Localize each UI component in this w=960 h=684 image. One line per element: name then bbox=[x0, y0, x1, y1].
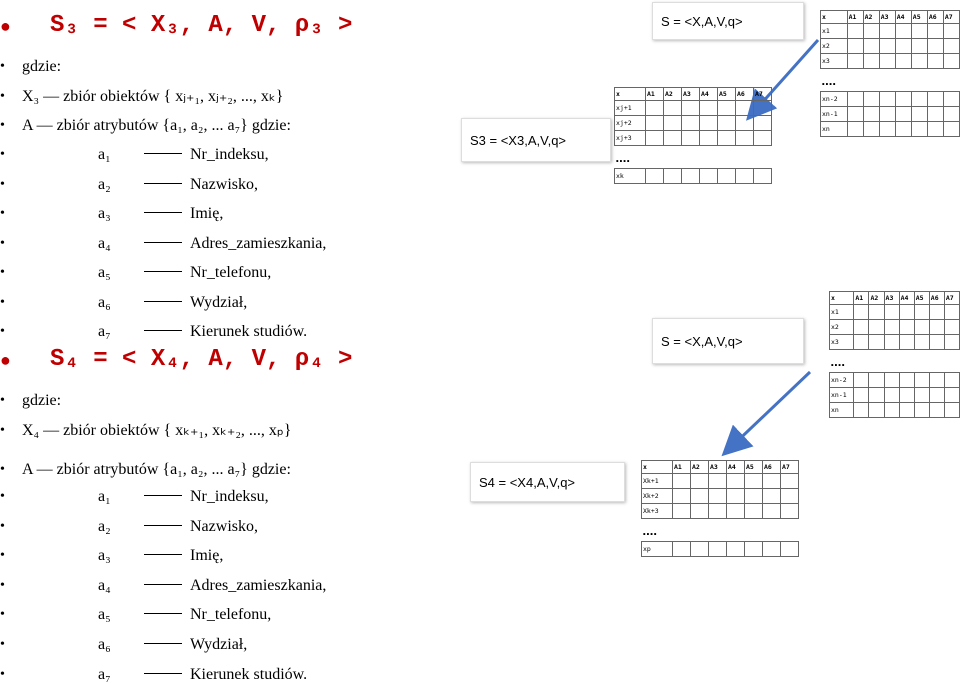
row-label-cell: x1 bbox=[830, 305, 854, 320]
attribute-name: Nazwisko, bbox=[190, 517, 258, 535]
table-row bbox=[830, 403, 960, 418]
bullet-icon: • bbox=[0, 489, 5, 504]
table-cell bbox=[944, 403, 959, 418]
s-mid-box: S = <X,A,V,q> bbox=[652, 318, 804, 364]
table-row bbox=[642, 474, 799, 489]
header-cell: A4 bbox=[727, 461, 745, 474]
bullet-icon: • bbox=[0, 462, 5, 477]
table-cell bbox=[869, 320, 884, 335]
ellipsis-text: .... bbox=[821, 72, 836, 88]
table-cell bbox=[664, 131, 682, 146]
table-cell bbox=[914, 373, 929, 388]
table-cell bbox=[745, 504, 763, 519]
header-cell: A1 bbox=[646, 88, 664, 101]
attribute-name: Kierunek studiów. bbox=[190, 323, 308, 340]
attribute-symbol: a₄ bbox=[98, 576, 111, 594]
table-cell bbox=[700, 169, 718, 184]
table-cell bbox=[927, 107, 943, 122]
table-cell bbox=[899, 320, 914, 335]
attribute-symbol: a₂ bbox=[98, 175, 111, 193]
row-label-cell: xj+1 bbox=[615, 101, 646, 116]
table-cell bbox=[869, 373, 884, 388]
table-cell bbox=[854, 335, 869, 350]
table-cell bbox=[718, 116, 736, 131]
attribute-name: Kierunek studiów. bbox=[190, 665, 308, 683]
row-label-cell: xn bbox=[830, 403, 854, 418]
header-cell: A6 bbox=[927, 11, 943, 24]
table-cell bbox=[727, 504, 745, 519]
table-cell bbox=[944, 388, 959, 403]
attribute-symbol: a₂ bbox=[98, 517, 111, 535]
table-cell bbox=[781, 474, 799, 489]
table-cell bbox=[691, 504, 709, 519]
table-cell bbox=[709, 542, 727, 557]
table-cell bbox=[754, 116, 772, 131]
attribute-name: Adres_zamieszkania, bbox=[190, 234, 327, 252]
table-cell bbox=[847, 122, 863, 137]
attribute-name: Adres_zamieszkania, bbox=[190, 576, 327, 594]
attribute-symbol: a₇ bbox=[98, 665, 111, 683]
table-cell bbox=[863, 24, 879, 39]
table-cell bbox=[682, 116, 700, 131]
table-cell bbox=[673, 489, 691, 504]
attribute-symbol: a₁ bbox=[98, 488, 111, 505]
table-cell bbox=[943, 24, 959, 39]
row-label-cell: xj+2 bbox=[615, 116, 646, 131]
bullet-icon: • bbox=[0, 265, 5, 280]
table-row bbox=[830, 335, 960, 350]
table-cell bbox=[854, 305, 869, 320]
table-cell bbox=[884, 335, 899, 350]
row-label-cell: xn-1 bbox=[821, 107, 848, 122]
s4-table bbox=[641, 460, 799, 557]
table-cell bbox=[879, 107, 895, 122]
table-cell bbox=[682, 169, 700, 184]
table-row bbox=[821, 24, 960, 39]
table-cell bbox=[847, 92, 863, 107]
table-cell bbox=[664, 101, 682, 116]
table-cell bbox=[884, 320, 899, 335]
table-cell bbox=[854, 403, 869, 418]
attribute-name: Imię, bbox=[190, 547, 224, 565]
table-cell bbox=[929, 403, 944, 418]
row-label-cell: xj+3 bbox=[615, 131, 646, 146]
header-cell: A5 bbox=[911, 11, 927, 24]
row-label-cell: x2 bbox=[830, 320, 854, 335]
header-cell: A1 bbox=[673, 461, 691, 474]
table-cell bbox=[879, 122, 895, 137]
header-cell: A6 bbox=[736, 88, 754, 101]
table-cell bbox=[673, 474, 691, 489]
table-cell bbox=[847, 24, 863, 39]
table-cell bbox=[763, 504, 781, 519]
bullet-icon: • bbox=[0, 235, 5, 251]
table-cell bbox=[899, 403, 914, 418]
header-cell: A7 bbox=[781, 461, 799, 474]
s3-title: S₃ = < X₃, A, V, ρ₃ > bbox=[50, 12, 353, 39]
header-cell: A2 bbox=[869, 292, 884, 305]
s3-x-text: X₃ — zbiór obiektów { xⱼ₊₁, xⱼ₊₂, ..., xₖ} bbox=[22, 88, 284, 105]
table-cell bbox=[884, 305, 899, 320]
ellipsis-text: .... bbox=[830, 353, 845, 369]
row-label-cell: Xk+2 bbox=[642, 489, 673, 504]
table-cell bbox=[929, 373, 944, 388]
table-cell bbox=[664, 116, 682, 131]
table-cell bbox=[899, 335, 914, 350]
table-cell bbox=[727, 489, 745, 504]
table-cell bbox=[911, 24, 927, 39]
table-cell bbox=[895, 107, 911, 122]
bullet-icon: • bbox=[0, 577, 5, 593]
arrow-bottom bbox=[728, 372, 810, 450]
table-cell bbox=[847, 54, 863, 69]
table-cell bbox=[664, 169, 682, 184]
table-cell bbox=[854, 373, 869, 388]
attribute-symbol: a₅ bbox=[98, 606, 111, 624]
table-cell bbox=[899, 373, 914, 388]
table-cell bbox=[895, 54, 911, 69]
table-row bbox=[830, 305, 960, 320]
attribute-symbol: a₁ bbox=[98, 146, 111, 163]
table-row bbox=[830, 388, 960, 403]
table-cell bbox=[863, 54, 879, 69]
table-cell bbox=[781, 504, 799, 519]
table-cell bbox=[929, 388, 944, 403]
table-cell bbox=[745, 542, 763, 557]
table-cell bbox=[691, 474, 709, 489]
table-cell bbox=[736, 116, 754, 131]
row-label-cell: Xk+1 bbox=[642, 474, 673, 489]
table-row bbox=[821, 122, 960, 137]
table-cell bbox=[854, 320, 869, 335]
table-cell bbox=[929, 335, 944, 350]
header-cell: A3 bbox=[709, 461, 727, 474]
table-cell bbox=[709, 489, 727, 504]
ellipsis-text: .... bbox=[615, 149, 630, 165]
s4-x-text: X₄ — zbiór obiektów { xₖ₊₁, xₖ₊₂, ..., xₚ} bbox=[22, 422, 292, 439]
table-cell bbox=[895, 24, 911, 39]
table-cell bbox=[736, 169, 754, 184]
table-cell bbox=[884, 373, 899, 388]
table-cell bbox=[879, 54, 895, 69]
table-row bbox=[642, 542, 799, 557]
table-row bbox=[615, 101, 772, 116]
bullet-icon: • bbox=[0, 607, 5, 623]
table-cell bbox=[709, 504, 727, 519]
table-cell bbox=[673, 504, 691, 519]
s4-title: S₄ = < X₄, A, V, ρ₄ > bbox=[50, 346, 353, 373]
table-cell bbox=[700, 101, 718, 116]
header-cell: A4 bbox=[899, 292, 914, 305]
bullet-icon: • bbox=[0, 548, 5, 564]
table-cell bbox=[914, 403, 929, 418]
table-cell bbox=[682, 101, 700, 116]
s4-gdzie-text: gdzie: bbox=[22, 392, 62, 409]
table-cell bbox=[943, 107, 959, 122]
header-cell: x bbox=[642, 461, 673, 474]
header-cell: A1 bbox=[854, 292, 869, 305]
table-row bbox=[615, 169, 772, 184]
table-cell bbox=[847, 39, 863, 54]
attribute-name: Wydział, bbox=[190, 293, 248, 311]
table-cell bbox=[863, 39, 879, 54]
header-cell: A4 bbox=[895, 11, 911, 24]
table-row bbox=[821, 107, 960, 122]
header-cell: A1 bbox=[847, 11, 863, 24]
table-cell bbox=[879, 24, 895, 39]
attribute-symbol: a₆ bbox=[98, 293, 111, 311]
attribute-symbol: a₃ bbox=[98, 547, 111, 565]
table-cell bbox=[914, 388, 929, 403]
s3-table bbox=[614, 87, 772, 184]
bullet-icon: • bbox=[0, 206, 5, 221]
table-cell bbox=[863, 92, 879, 107]
table-cell bbox=[727, 474, 745, 489]
header-cell: A4 bbox=[700, 88, 718, 101]
table-cell bbox=[700, 131, 718, 146]
table-cell bbox=[863, 107, 879, 122]
s3-box: S3 = <X3,A,V,q> bbox=[461, 118, 611, 162]
attribute-symbol: a₃ bbox=[98, 205, 111, 222]
row-label-cell: xp bbox=[642, 542, 673, 557]
table-row bbox=[830, 320, 960, 335]
table-row bbox=[615, 131, 772, 146]
table-cell bbox=[911, 122, 927, 137]
table-cell bbox=[884, 388, 899, 403]
header-cell: x bbox=[830, 292, 854, 305]
header-cell: A7 bbox=[944, 292, 959, 305]
table-cell bbox=[754, 131, 772, 146]
table-cell bbox=[927, 24, 943, 39]
table-cell bbox=[745, 489, 763, 504]
s3-gdzie-text: gdzie: bbox=[22, 58, 62, 75]
row-label-cell: x3 bbox=[830, 335, 854, 350]
bullet-icon: ● bbox=[0, 18, 11, 38]
attribute-symbol: a₇ bbox=[98, 323, 111, 340]
bullet-icon: • bbox=[0, 518, 5, 534]
table-cell bbox=[869, 335, 884, 350]
table-cell bbox=[700, 116, 718, 131]
table-cell bbox=[943, 39, 959, 54]
header-cell: A3 bbox=[884, 292, 899, 305]
attribute-name: Nr_telefonu, bbox=[190, 606, 272, 624]
table-cell bbox=[754, 101, 772, 116]
attribute-name: Nr_indeksu, bbox=[190, 146, 269, 163]
table-cell bbox=[646, 116, 664, 131]
table-cell bbox=[754, 169, 772, 184]
table-cell bbox=[718, 101, 736, 116]
row-label-cell: xn-2 bbox=[830, 373, 854, 388]
header-cell: A6 bbox=[763, 461, 781, 474]
header-cell: A3 bbox=[682, 88, 700, 101]
s4-box: S4 = <X4,A,V,q> bbox=[470, 462, 625, 502]
full-table-mid bbox=[829, 291, 960, 418]
attribute-name: Nr_indeksu, bbox=[190, 488, 269, 505]
table-cell bbox=[895, 39, 911, 54]
header-cell: A5 bbox=[745, 461, 763, 474]
table-cell bbox=[763, 542, 781, 557]
table-cell bbox=[943, 54, 959, 69]
table-cell bbox=[763, 474, 781, 489]
table-cell bbox=[646, 101, 664, 116]
table-cell bbox=[943, 92, 959, 107]
header-cell: A6 bbox=[929, 292, 944, 305]
table-cell bbox=[927, 122, 943, 137]
table-cell bbox=[869, 403, 884, 418]
table-cell bbox=[911, 39, 927, 54]
header-cell: A7 bbox=[754, 88, 772, 101]
bullet-icon: • bbox=[0, 176, 5, 192]
table-cell bbox=[914, 320, 929, 335]
table-cell bbox=[914, 305, 929, 320]
s3-a-text: A — zbiór atrybutów {a₁, a₂, ... a₇} gdzie: bbox=[22, 117, 291, 134]
attribute-symbol: a₅ bbox=[98, 264, 111, 281]
header-cell: A2 bbox=[664, 88, 682, 101]
table-cell bbox=[869, 305, 884, 320]
row-label-cell: xn-2 bbox=[821, 92, 848, 107]
table-cell bbox=[727, 542, 745, 557]
table-cell bbox=[927, 39, 943, 54]
bullet-icon: • bbox=[0, 324, 5, 339]
table-cell bbox=[914, 335, 929, 350]
table-cell bbox=[911, 107, 927, 122]
bullet-icon: • bbox=[0, 89, 5, 104]
table-cell bbox=[863, 122, 879, 137]
bullet-icon: • bbox=[0, 423, 5, 438]
table-cell bbox=[781, 542, 799, 557]
table-cell bbox=[944, 305, 959, 320]
table-cell bbox=[899, 305, 914, 320]
table-row bbox=[642, 504, 799, 519]
attribute-name: Nr_telefonu, bbox=[190, 264, 272, 281]
header-cell: A3 bbox=[879, 11, 895, 24]
table-cell bbox=[781, 489, 799, 504]
header-cell: x bbox=[821, 11, 848, 24]
attribute-name: Nazwisko, bbox=[190, 175, 258, 193]
row-label-cell: xn bbox=[821, 122, 848, 137]
bullet-icon: • bbox=[0, 147, 5, 162]
s-top-box: S = <X,A,V,q> bbox=[652, 2, 804, 40]
attribute-name: Imię, bbox=[190, 205, 224, 222]
table-row bbox=[821, 92, 960, 107]
table-cell bbox=[895, 92, 911, 107]
bullet-icon: • bbox=[0, 666, 5, 682]
table-cell bbox=[929, 320, 944, 335]
bullet-icon: • bbox=[0, 118, 5, 133]
table-cell bbox=[709, 474, 727, 489]
table-cell bbox=[895, 122, 911, 137]
full-table-top bbox=[820, 10, 960, 137]
table-cell bbox=[927, 92, 943, 107]
table-cell bbox=[691, 489, 709, 504]
header-cell: A7 bbox=[943, 11, 959, 24]
table-cell bbox=[884, 403, 899, 418]
table-cell bbox=[929, 305, 944, 320]
table-cell bbox=[736, 101, 754, 116]
table-row bbox=[615, 116, 772, 131]
table-cell bbox=[869, 388, 884, 403]
header-cell: A5 bbox=[914, 292, 929, 305]
table-cell bbox=[736, 131, 754, 146]
ellipsis-text: .... bbox=[642, 522, 657, 538]
bullet-icon: • bbox=[0, 393, 5, 408]
bullet-icon: • bbox=[0, 294, 5, 310]
table-cell bbox=[682, 131, 700, 146]
bullet-icon: • bbox=[0, 637, 5, 652]
table-cell bbox=[847, 107, 863, 122]
row-label-cell: x1 bbox=[821, 24, 848, 39]
table-cell bbox=[718, 131, 736, 146]
bullet-icon: ● bbox=[0, 352, 11, 372]
header-cell: x bbox=[615, 88, 646, 101]
table-cell bbox=[673, 542, 691, 557]
row-label-cell: xk bbox=[615, 169, 646, 184]
attribute-name: Wydział, bbox=[190, 636, 248, 653]
row-label-cell: Xk+3 bbox=[642, 504, 673, 519]
table-cell bbox=[927, 54, 943, 69]
attribute-symbol: a₆ bbox=[98, 636, 111, 653]
table-cell bbox=[911, 54, 927, 69]
table-row bbox=[830, 373, 960, 388]
row-label-cell: x3 bbox=[821, 54, 848, 69]
attribute-symbol: a₄ bbox=[98, 234, 111, 252]
s4-a-text: A — zbiór atrybutów {a₁, a₂, ... a₇} gdzie: bbox=[22, 461, 291, 478]
row-label-cell: xn-1 bbox=[830, 388, 854, 403]
table-cell bbox=[944, 320, 959, 335]
table-cell bbox=[911, 92, 927, 107]
table-cell bbox=[745, 474, 763, 489]
table-cell bbox=[944, 373, 959, 388]
table-row bbox=[821, 39, 960, 54]
header-cell: A5 bbox=[718, 88, 736, 101]
row-label-cell: x2 bbox=[821, 39, 848, 54]
table-cell bbox=[646, 131, 664, 146]
table-cell bbox=[943, 122, 959, 137]
table-row bbox=[642, 489, 799, 504]
header-cell: A2 bbox=[691, 461, 709, 474]
table-cell bbox=[879, 39, 895, 54]
table-cell bbox=[944, 335, 959, 350]
header-cell: A2 bbox=[863, 11, 879, 24]
table-cell bbox=[854, 388, 869, 403]
table-cell bbox=[899, 388, 914, 403]
table-cell bbox=[718, 169, 736, 184]
table-cell bbox=[879, 92, 895, 107]
bullet-icon: • bbox=[0, 59, 5, 74]
table-cell bbox=[691, 542, 709, 557]
table-cell bbox=[646, 169, 664, 184]
table-cell bbox=[763, 489, 781, 504]
table-row bbox=[821, 54, 960, 69]
